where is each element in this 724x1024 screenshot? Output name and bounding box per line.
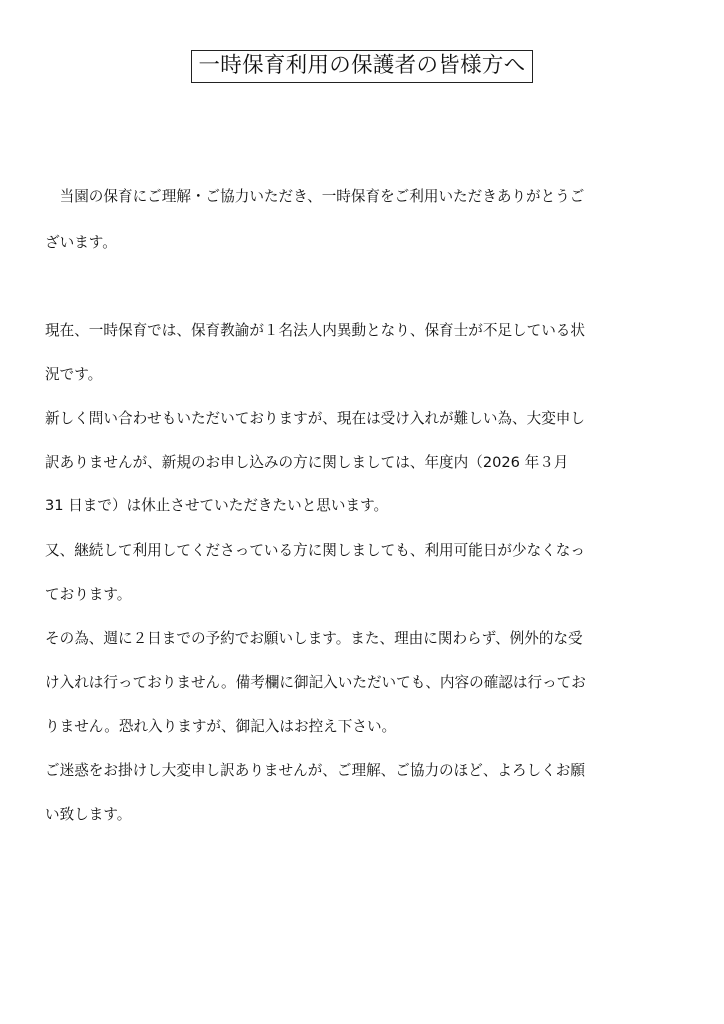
- body-line: 現在、一時保育では、保育教諭が１名法人内異動となり、保育士が不足している状: [45, 322, 585, 339]
- body-line: その為、週に２日までの予約でお願いします。また、理由に関わらず、例外的な受: [45, 630, 583, 647]
- body-line: 訳ありませんが、新規のお申し込みの方に関しましては、年度内（2026 年３月: [45, 454, 569, 471]
- body-line: 又、継続して利用してくださっている方に関しましても、利用可能日が少なくなっ: [45, 542, 585, 559]
- body-line: ご迷惑をお掛けし大変申し訳ありませんが、ご理解、ご協力のほど、よろしくお願: [45, 762, 585, 779]
- body-line: 当園の保育にご理解・ご協力いただき、一時保育をご利用いただきありがとうご: [45, 188, 585, 205]
- document-title: 一時保育利用の保護者の皆様方へ: [191, 50, 532, 83]
- body-line: い致します。: [45, 806, 132, 823]
- title-container: [0, 50, 724, 83]
- body-line: りません。恐れ入りますが、御記入はお控え下さい。: [45, 718, 397, 735]
- body-line: 31 日まで）は休止させていただきたいと思います。: [45, 497, 389, 514]
- body-line: 新しく問い合わせもいただいておりますが、現在は受け入れが難しい為、大変申し: [45, 410, 585, 427]
- body-line: 況です。: [45, 366, 103, 383]
- body-line: ざいます。: [45, 234, 117, 251]
- body-line: ております。: [45, 586, 132, 603]
- body-line: け入れは行っておりません。備考欄に御記入いただいても、内容の確認は行ってお: [45, 674, 586, 691]
